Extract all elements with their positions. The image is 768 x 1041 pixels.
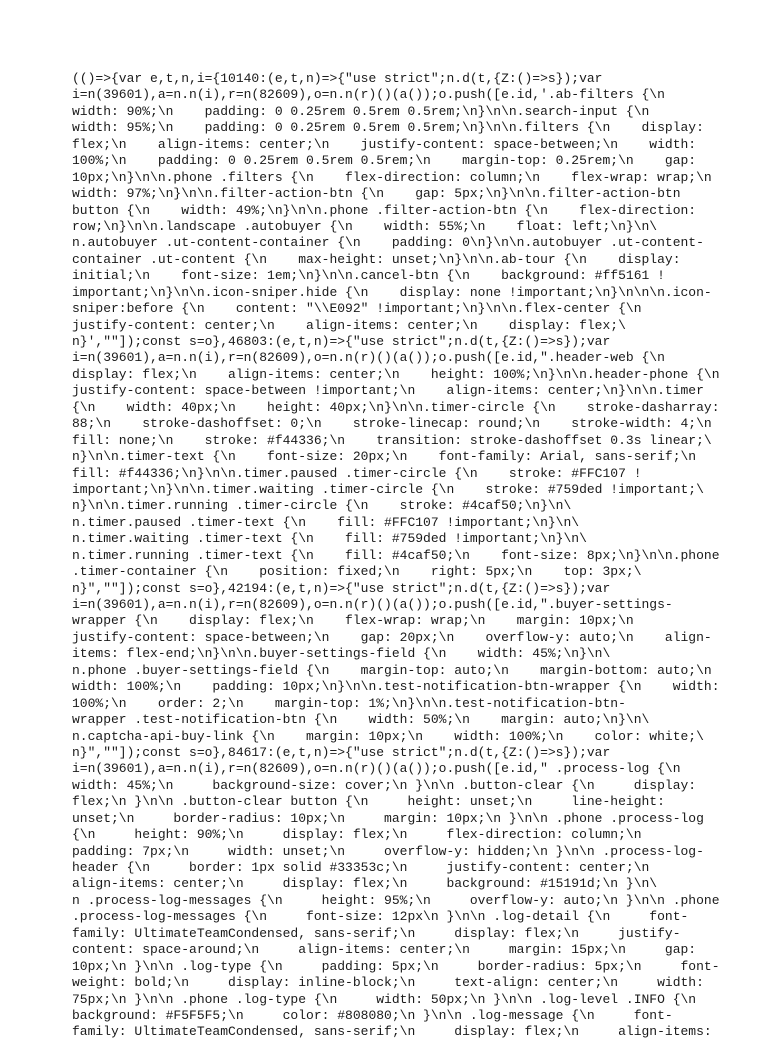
code-line: important;\n}\n\n.timer.waiting .timer-circle {\n stroke: #759ded !important;\ (72, 481, 704, 497)
code-line: header {\n border: 1px solid #33353c;\n justify-content: center;\n (72, 860, 650, 875)
code-line: .timer-container {\n position: fixed;\n right: 5px;\n top: 3px;\ (72, 564, 642, 580)
code-line: width: 45%;\n background-size: cover;\n }\n\n .button-clear {\n display: (72, 777, 697, 793)
code-line: justify-content: space-between;\n gap: 20px;\n overflow-y: auto;\n align- (72, 629, 712, 645)
code-line: padding: 7px;\n width: unset;\n overflow-y: hidden;\n }\n\n .process-log- (72, 843, 704, 859)
code-line: n}",""]);const s=o},42194:(e,t,n)=>{"use strict";n.d(t,{Z:()=>s});var (72, 580, 611, 596)
code-line: n}\n\n.timer-text {\n font-size: 20px;\n font-family: Arial, sans-serif;\n (72, 449, 697, 465)
code-line: i=n(39601),a=n.n(i),r=n(82609),o=n.n(r)()(a());o.push([e.id,".buyer-settings- (72, 597, 673, 612)
code-line: flex;\n }\n\n .button-clear button {\n height: unset;\n line-height: (72, 794, 665, 810)
code-line: width: 100%;\n padding: 10px;\n}\n\n.test-notification-btn-wrapper {\n width: (72, 679, 720, 695)
code-line: weight: bold;\n display: inline-block;\n text-align: center;\n width: (72, 975, 704, 991)
code-line: n}\n\n.timer.running .timer-circle {\n stroke: #4caf50;\n}\n\ (72, 498, 572, 514)
code-line: i=n(39601),a=n.n(i),r=n(82609),o=n.n(r)()(a());o.push([e.id,".header-web {\n (72, 350, 665, 366)
code-line: 10px;\n }\n\n .log-type {\n padding: 5px;\n border-radius: 5px;\n font- (72, 958, 720, 974)
code-line: important;\n}\n\n.icon-sniper.hide {\n display: none !important;\n}\n\n\n.icon- (72, 284, 712, 300)
code-line: button {\n width: 49%;\n}\n\n.phone .filter-action-btn {\n flex-direction: (72, 202, 697, 218)
code-line: flex;\n align-items: center;\n justify-content: space-between;\n width: (72, 136, 697, 152)
code-line: family: UltimateTeamCondensed, sans-serif;\n display: flex;\n justify- (72, 925, 681, 941)
code-line: n.phone .buyer-settings-field {\n margin-top: auto;\n margin-bottom: auto;\n (72, 662, 712, 678)
code-line: i=n(39601),a=n.n(i),r=n(82609),o=n.n(r)()(a());o.push([e.id,'.ab-filters {\n (72, 87, 665, 103)
code-line: width: 95%;\n padding: 0 0.25rem 0.5rem 0.5rem;\n}\n\n.filters {\n display: (72, 120, 704, 136)
code-line: n.autobuyer .ut-content-container {\n padding: 0\n}\n\n.autobuyer .ut-content- (72, 235, 704, 251)
code-line: unset;\n border-radius: 10px;\n margin: 10px;\n }\n\n .phone .process-log (72, 810, 704, 826)
code-line: 88;\n stroke-dashoffset: 0;\n stroke-linecap: round;\n stroke-width: 4;\n (72, 416, 712, 432)
code-line: background: #F5F5F5;\n color: #808080;\n }\n\n .log-message {\n font- (72, 1007, 673, 1023)
code-document (72, 71, 720, 1041)
code-line: n .process-log-messages {\n height: 95%;\n overflow-y: auto;\n }\n\n .phone (72, 892, 720, 908)
code-line: i=n(39601),a=n.n(i),r=n(82609),o=n.n(r)()(a());o.push([e.id," .process-log {\n (72, 761, 681, 777)
code-line: wrapper {\n display: flex;\n flex-wrap: wrap;\n margin: 10px;\n (72, 613, 634, 629)
code-line: sniper:before {\n content: "\\E092" !important;\n}\n\n.flex-center {\n (72, 301, 642, 317)
code-line: display: flex;\n align-items: center;\n height: 100%;\n}\n\n.header-phone {\n (72, 366, 720, 382)
code-line: width: 97%;\n}\n\n.filter-action-btn {\n gap: 5px;\n}\n\n.filter-action-btn (72, 186, 681, 202)
code-line: 100%;\n order: 2;\n margin-top: 1%;\n}\n\n.test-notification-btn- (72, 695, 626, 711)
code-line: n}",""]);const s=o},84617:(e,t,n)=>{"use strict";n.d(t,{Z:()=>s});var (72, 744, 611, 760)
code-line: {\n width: 40px;\n height: 40px;\n}\n\n.timer-circle {\n stroke-dasharray: (72, 399, 720, 415)
code-line: width: 90%;\n padding: 0 0.25rem 0.5rem 0.5rem;\n}\n\n.search-input {\n (72, 103, 650, 119)
code-line: n.timer.running .timer-text {\n fill: #4caf50;\n font-size: 8px;\n}\n\n.phone (72, 547, 720, 563)
code-line: content: space-around;\n align-items: center;\n margin: 15px;\n gap: (72, 942, 697, 958)
code-line: items: flex-end;\n}\n\n.buyer-settings-field {\n width: 45%;\n}\n\ (72, 646, 611, 662)
code-line: (()=>{var e,t,n,i={10140:(e,t,n)=>{"use strict";n.d(t,{Z:()=>s});var (72, 71, 603, 86)
code-line: wrapper .test-notification-btn {\n width: 50%;\n margin: auto;\n}\n\ (72, 712, 650, 728)
code-line: n.captcha-api-buy-link {\n margin: 10px;\n width: 100%;\n color: white;\ (72, 728, 704, 744)
code-line: initial;\n font-size: 1em;\n}\n\n.cancel-btn {\n background: #ff5161 ! (72, 268, 665, 284)
code-line: fill: none;\n stroke: #f44336;\n transition: stroke-dashoffset 0.3s linear;\ (72, 432, 712, 448)
code-line: 100%;\n padding: 0 0.25rem 0.5rem 0.5rem;\n margin-top: 0.25rem;\n gap: (72, 153, 697, 169)
code-line: container .ut-content {\n max-height: unset;\n}\n\n.ab-tour {\n display: (72, 251, 681, 267)
code-line: {\n height: 90%;\n display: flex;\n flex-direction: column;\n (72, 827, 642, 843)
code-line: n}',""]);const s=o},46803:(e,t,n)=>{"use strict";n.d(t,{Z:()=>s});var (72, 334, 611, 349)
code-line: justify-content: center;\n align-items: center;\n display: flex;\ (72, 317, 626, 333)
code-line: family: UltimateTeamCondensed, sans-serif;\n display: flex;\n align-items: (72, 1024, 712, 1040)
code-line: align-items: center;\n display: flex;\n background: #15191d;\n }\n\ (72, 876, 658, 892)
code-line: .process-log-messages {\n font-size: 12px\n }\n\n .log-detail {\n font- (72, 909, 689, 925)
code-line: fill: #f44336;\n}\n\n.timer.paused .timer-circle {\n stroke: #FFC107 ! (72, 465, 642, 481)
code-line: row;\n}\n\n.landscape .autobuyer {\n width: 55%;\n float: left;\n}\n\ (72, 218, 658, 234)
code-line: n.timer.paused .timer-text {\n fill: #FFC107 !important;\n}\n\ (72, 514, 580, 530)
code-line: n.timer.waiting .timer-text {\n fill: #759ded !important;\n}\n\ (72, 531, 587, 547)
code-line: 75px;\n }\n\n .phone .log-type {\n width: 50px;\n }\n\n .log-level .INFO {\n (72, 991, 697, 1007)
code-line: justify-content: space-between !important;\n align-items: center;\n}\n\n.timer (72, 383, 704, 399)
code-line: 10px;\n}\n\n.phone .filters {\n flex-direction: column;\n flex-wrap: wrap;\n (72, 169, 712, 185)
